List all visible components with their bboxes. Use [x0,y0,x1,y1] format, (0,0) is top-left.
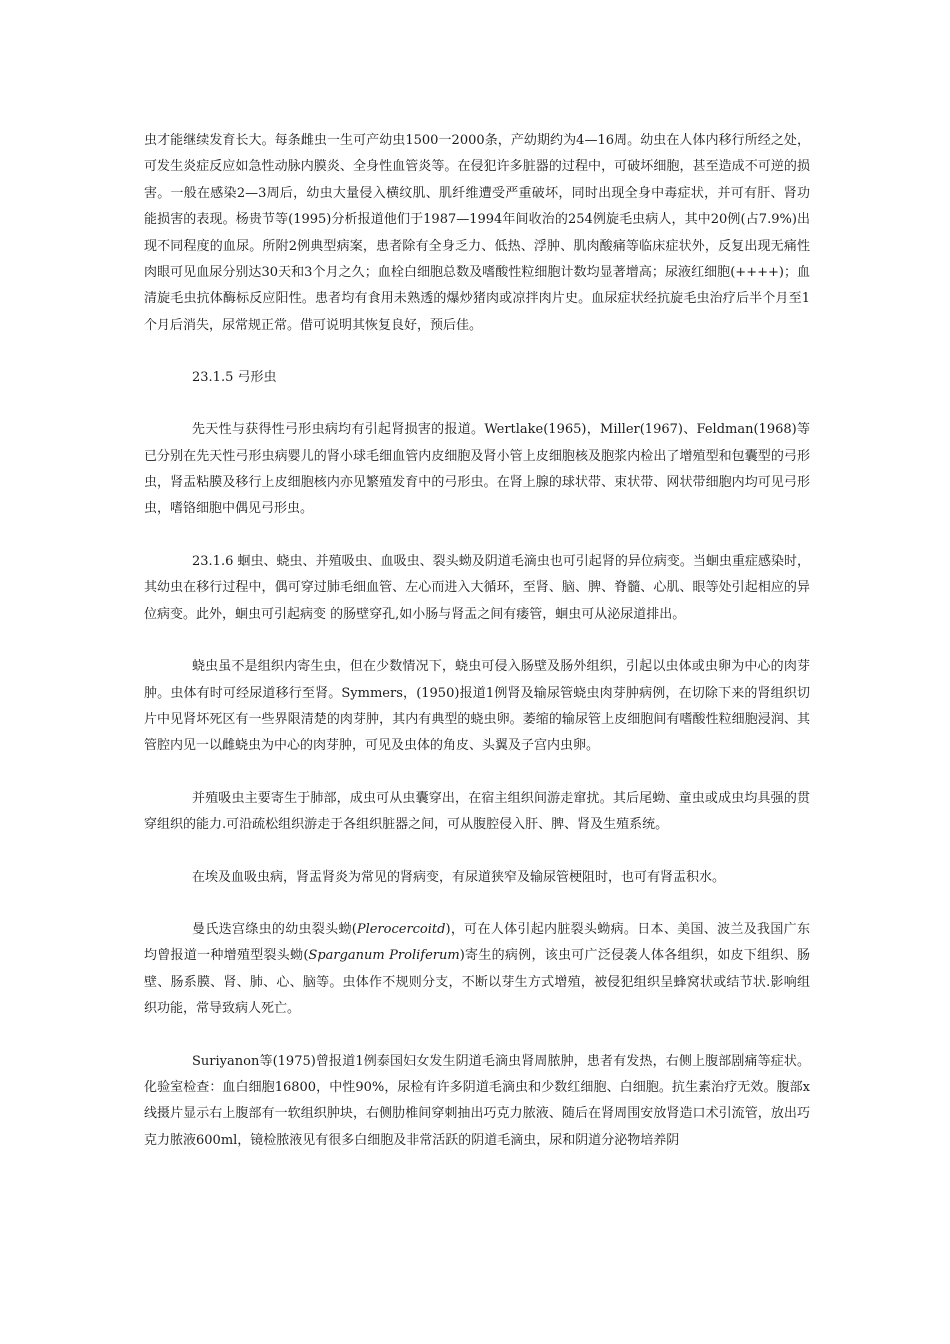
sparganum-text-c: )，可在人体引起内脏裂头蚴病。日本、美国、波兰及我国广东均曾报道一种增殖型裂头蚴( [144,921,810,964]
paragraph-trichomonas: Suriyanon等(1975)曾报道1例泰国妇女发生阴道毛滴虫肾周脓肿，患者有发热，右侧上腹部剧痛等症状。化验室检查：血白细胞16800，中性90%，尿检有许多阴道毛滴虫和少数红细胞、白细胞。抗生素治疗无效。腹部x线摄片显示右上腹部有一软组织肿块，右侧肋椎间穿刺抽出巧克力脓液、随后在肾周围安放肾造口术引流管，放出巧克力脓液600ml，镜检脓液见有很多白细胞及非常活跃的阴道毛滴虫，尿和阴道分泌物培养阴 [144,1053,810,1148]
sparganum-latin-name-1: Plerocercoitd [356,921,446,937]
paragraph-trichinella-continued: 虫才能继续发育长大。每条雌虫一生可产幼虫1500一2000条，产幼期约为4—16周。幼虫在人体内移行所经之处，可发生炎症反应如急性动脉内膜炎、全身性血管炎等。在侵犯许多脏器的过程中，可破坏细胞，甚至造成不可逆的损害。一般在感染2—3周后，幼虫大量侵入横纹肌、肌纤维遭受严重破坏，同时出现全身中毒症状，并可有肝、肾功能损害的表现。杨贵节等(1995)分析报道他们于1987—1994年间收治的254例旋毛虫病人，其中20例(占7.9%)出现不同程度的血尿。所附2例典型病案，患者除有全身乏力、低热、浮肿、肌肉酸痛等临床症状外，反复出现无痛性肉眼可见血尿分别达30天和3个月之久；血栓白细胞总数及嗜酸性粒细胞计数均显著增高；尿液红细胞(++++)；血清旋毛虫抗体酶标反应阳性。患者均有食用未熟透的爆炒猪肉或凉拌肉片史。血尿症状经抗旋毛虫治疗后半个月至1个月后消失，尿常规正常。借可说明其恢复良好，预后佳。 [144,133,810,333]
paragraph-paragonimus: 并殖吸虫主要寄生于肺部，成虫可从虫囊穿出，在宿主组织间游走窜扰。其后尾蚴、童虫或成虫均具强的贯穿组织的能力.可沿疏松组织游走于各组织脏器之间，可从腹腔侵入肝、脾、肾及生殖系统。 [144,790,810,833]
paragraph-sparganum [144,917,810,1023]
sparganum-text-e: )寄生的病例，该虫可广泛侵袭人体各组织，如皮下组织、肠壁、肠系膜、肾、肺、心、脑等。虫体作不规则分支，不断以芽生方式增殖，被侵犯组织呈蜂窝状或结节状.影响组织功能，常导致病人死亡。 [144,948,811,1017]
paragraph-schistosomiasis: 在埃及血吸虫病，肾盂肾炎为常见的肾病变，有尿道狭窄及输尿管梗阻时，也可有肾盂积水。 [192,869,726,885]
paragraph-pinworm: 蛲虫虽不是组织内寄生虫，但在少数情况下，蛲虫可侵入肠壁及肠外组织，引起以虫体或虫卵为中心的肉芽肿。虫体有时可经尿道移行至肾。Symmers，(1950)报道1例肾及输尿管蛲虫肉芽肿病例，在切除下来的肾组织切片中见肾坏死区有一些界限清楚的肉芽肿，其内有典型的蛲虫卵。萎缩的输尿管上皮细胞间有嗜酸性粒细胞浸润、其管腔内见一以雌蛲虫为中心的肉芽肿，可见及虫体的角皮、头翼及子宫内虫卵。 [144,659,810,754]
section-heading-toxoplasma: 23.1.5 弓形虫 [192,370,277,386]
paragraph-ectopic-lesions: 23.1.6 蛔虫、蛲虫、并殖吸虫、血吸虫、裂头蚴及阴道毛滴虫也可引起肾的异位病变。当蛔虫重症感染时，其幼虫在移行过程中，偶可穿过肺毛细血管、左心而进入大循环，至肾、脑、脾、脊髓、心肌、眼等处引起相应的异位病变。此外，蛔虫可引起病变 的肠壁穿孔,如小肠与肾盂之间有瘘管，蛔虫可从泌尿道排出。 [144,553,810,622]
sparganum-latin-name-2: Sparganum Proliferum [308,948,460,964]
document-page [144,128,810,1154]
sparganum-text-a: 曼氏迭宫绦虫的幼虫裂头蚴( [192,921,357,937]
paragraph-toxoplasma: 先天性与获得性弓形虫病均有引起肾损害的报道。Wertlake(1965)，Miller(1967)、Feldman(1968)等已分别在先天性弓形虫病婴儿的肾小球毛细血管内皮细胞及肾小管上皮细胞核及胞浆内检出了增殖型和包囊型的弓形虫，肾盂粘膜及移行上皮细胞核内亦见繁殖发育中的弓形虫。在肾上腺的球状带、束状带、网状带细胞内均可见弓形虫，嗜铬细胞中偶见弓形虫。 [144,422,810,517]
